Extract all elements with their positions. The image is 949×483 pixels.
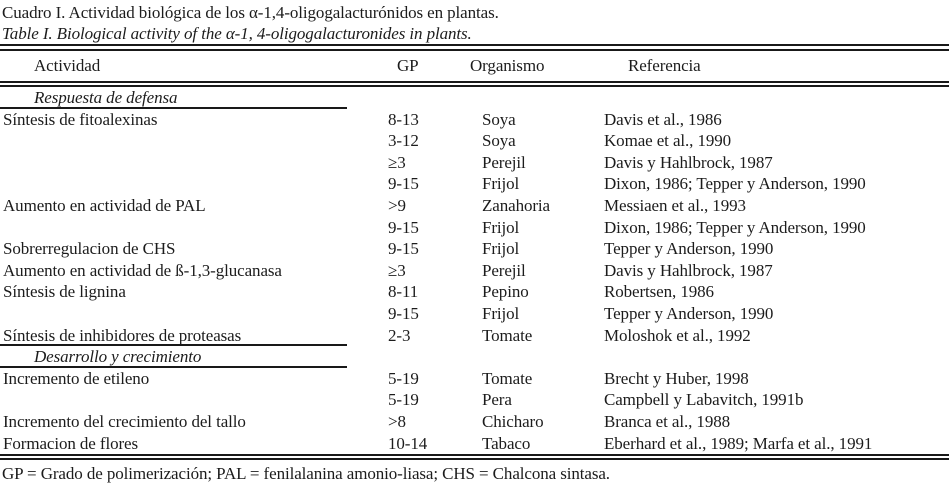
cell-referencia: Eberhard et al., 1989; Marfa et al., 1991 (604, 433, 873, 453)
cell-gp: >9 (388, 195, 406, 215)
table-row (0, 152, 949, 174)
cell-actividad: Síntesis de lignina (3, 282, 126, 302)
cell-gp: 2-3 (388, 325, 411, 345)
cell-gp: ≥3 (388, 152, 406, 172)
section-header-label: Respuesta de defensa (34, 88, 178, 107)
table-header-row (0, 51, 949, 81)
section-header-row (0, 346, 949, 368)
column-header-gp: GP (397, 56, 419, 75)
cell-gp: 9-15 (388, 217, 419, 237)
table-row (0, 173, 949, 195)
table-row (0, 433, 949, 455)
cell-referencia: Moloshok et al., 1992 (604, 325, 751, 345)
cell-organismo: Soya (482, 109, 516, 129)
column-header-actividad: Actividad (34, 56, 101, 75)
cell-actividad (0, 389, 386, 411)
table-caption-english: Table I. Biological activity of the α-1, 4-oligogalacturonides in plants. (2, 24, 472, 43)
cell-organismo: Frijol (482, 239, 520, 259)
cell-actividad: Incremento del crecimiento del tallo (3, 411, 246, 431)
cell-referencia: Tepper y Anderson, 1990 (604, 239, 774, 259)
cell-organismo: Perejil (482, 260, 526, 280)
cell-gp: 9-15 (388, 174, 419, 194)
top-double-rule (0, 44, 949, 51)
cell-organismo: Frijol (482, 217, 520, 237)
cell-organismo: Tabaco (482, 433, 531, 453)
cell-referencia: Messiaen et al., 1993 (604, 195, 746, 215)
cell-gp: 3-12 (388, 131, 419, 151)
table-row (0, 195, 949, 217)
table-row (0, 303, 949, 325)
table-row (0, 281, 949, 303)
cell-organismo: Pera (482, 390, 512, 410)
cell-actividad: Sobrerregulacion de CHS (3, 239, 176, 259)
cell-organismo: Tomate (482, 368, 533, 388)
cell-actividad: Formacion de flores (3, 433, 139, 453)
cell-gp: 9-15 (388, 239, 419, 259)
column-header-organismo: Organismo (470, 56, 545, 75)
cell-gp: 8-13 (388, 109, 419, 129)
cell-organismo: Tomate (482, 325, 533, 345)
cell-organismo: Pepino (482, 282, 529, 302)
cell-gp: 10-14 (388, 433, 428, 453)
table-row (0, 238, 949, 260)
cell-referencia: Tepper y Anderson, 1990 (604, 303, 774, 323)
cell-referencia: Dixon, 1986; Tepper y Anderson, 1990 (604, 174, 866, 194)
table-row (0, 368, 949, 390)
table-row (0, 325, 949, 347)
cell-organismo: Perejil (482, 152, 526, 172)
cell-actividad: Aumento en actividad de PAL (3, 195, 206, 215)
section-header-label: Desarrollo y crecimiento (34, 347, 202, 367)
column-header-referencia: Referencia (628, 56, 701, 75)
table-row (0, 217, 949, 239)
cell-actividad (0, 130, 386, 152)
cell-actividad (0, 303, 386, 325)
cell-referencia: Davis y Hahlbrock, 1987 (604, 152, 773, 172)
cell-organismo: Frijol (482, 303, 520, 323)
cell-actividad: Incremento de etileno (3, 368, 150, 388)
cell-organismo: Soya (482, 131, 516, 151)
cell-organismo: Zanahoria (482, 195, 551, 215)
cell-actividad (0, 173, 386, 195)
cell-organismo: Chicharo (482, 411, 544, 431)
cell-referencia: Campbell y Labavitch, 1991b (604, 390, 804, 410)
section-header-row (0, 87, 949, 109)
cell-actividad: Síntesis de fitoalexinas (3, 109, 158, 129)
table-caption-spanish: Cuadro I. Actividad biológica de los α-1,4-oligogalacturónidos en plantas. (2, 3, 499, 22)
cell-gp: 9-15 (388, 303, 419, 323)
cell-gp: 5-19 (388, 368, 419, 388)
cell-actividad (0, 217, 386, 239)
table-body (0, 87, 949, 454)
table-row (0, 260, 949, 282)
cell-gp: 8-11 (388, 282, 419, 302)
cell-referencia: Komae et al., 1990 (604, 131, 732, 151)
table-row (0, 109, 949, 131)
table-row (0, 130, 949, 152)
cell-referencia: Dixon, 1986; Tepper y Anderson, 1990 (604, 217, 866, 237)
cell-actividad: Aumento en actividad de ß-1,3-glucanasa (3, 260, 282, 280)
cell-referencia: Robertsen, 1986 (604, 282, 714, 302)
table-row (0, 389, 949, 411)
cell-organismo: Frijol (482, 174, 520, 194)
cell-actividad: Síntesis de inhibidores de proteasas (3, 325, 242, 345)
table-row (0, 411, 949, 433)
cell-referencia: Branca et al., 1988 (604, 411, 731, 431)
cell-gp: 5-19 (388, 390, 419, 410)
cell-referencia: Davis et al., 1986 (604, 109, 722, 129)
cell-referencia: Davis y Hahlbrock, 1987 (604, 260, 773, 280)
cell-referencia: Brecht y Huber, 1998 (604, 368, 749, 388)
cell-gp: ≥3 (388, 260, 406, 280)
table-footnote: GP = Grado de polimerización; PAL = fenilalanina amonio-liasa; CHS = Chalcona sintasa. (2, 464, 610, 483)
cell-actividad (0, 152, 386, 174)
cell-gp: >8 (388, 411, 406, 431)
